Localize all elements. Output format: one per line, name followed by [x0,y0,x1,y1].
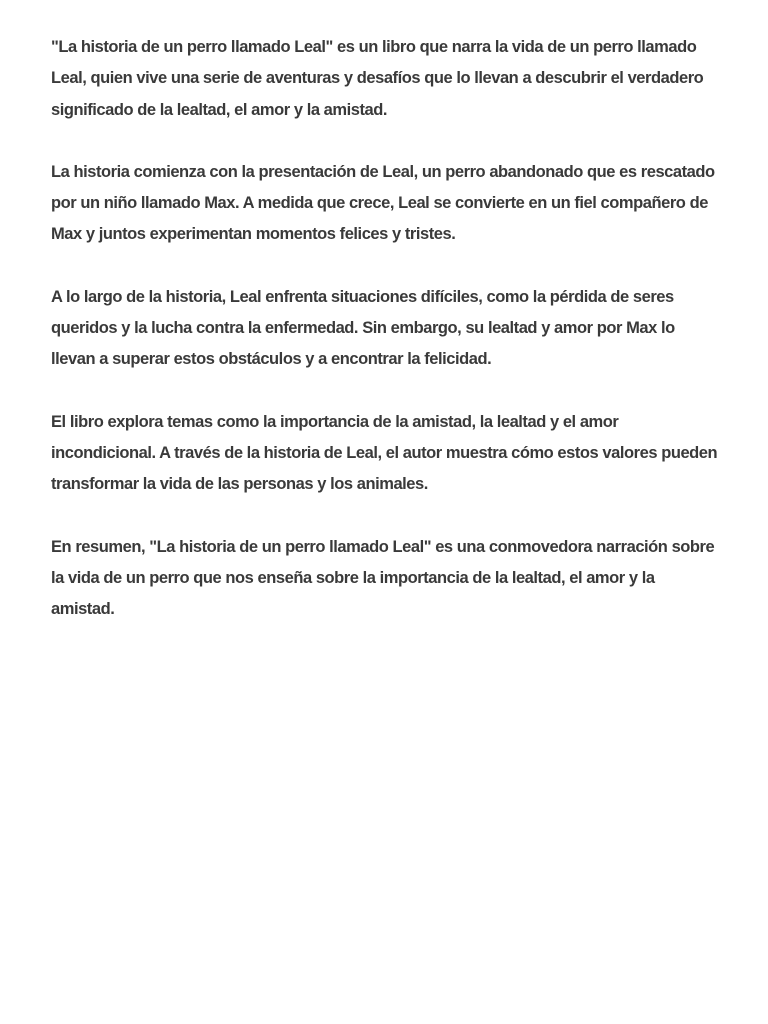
paragraph-themes: El libro explora temas como la importancia de la amistad, la lealtad y el amor incondicional. A través de la historia de Leal, el autor muestra cómo estos valores pueden transformar la vida de las personas y los animales. [51,412,718,494]
paragraph-summary: En resumen, "La historia de un perro llamado Leal" es una conmovedora narración sobre la vida de un perro que nos enseña sobre la importancia de la lealtad, el amor y la amistad. [51,537,715,619]
paragraph-beginning: La historia comienza con la presentación de Leal, un perro abandonado que es rescatado por un niño llamado Max. A medida que crece, Leal se convierte en un fiel compañero de Max y juntos experimentan momentos felices y tristes. [51,162,715,244]
document-body [51,32,721,656]
paragraph-intro: "La historia de un perro llamado Leal" es un libro que narra la vida de un perro llamado Leal, quien vive una serie de aventuras y desafíos que lo llevan a descubrir el verdadero significado de la lealtad, el amor y la amistad. [51,38,704,119]
paragraph-challenges: A lo largo de la historia, Leal enfrenta situaciones difíciles, como la pérdida de seres queridos y la lucha contra la enfermedad. Sin embargo, su lealtad y amor por Max lo llevan a superar estos obstáculos y a encontrar la felicidad. [51,287,675,369]
